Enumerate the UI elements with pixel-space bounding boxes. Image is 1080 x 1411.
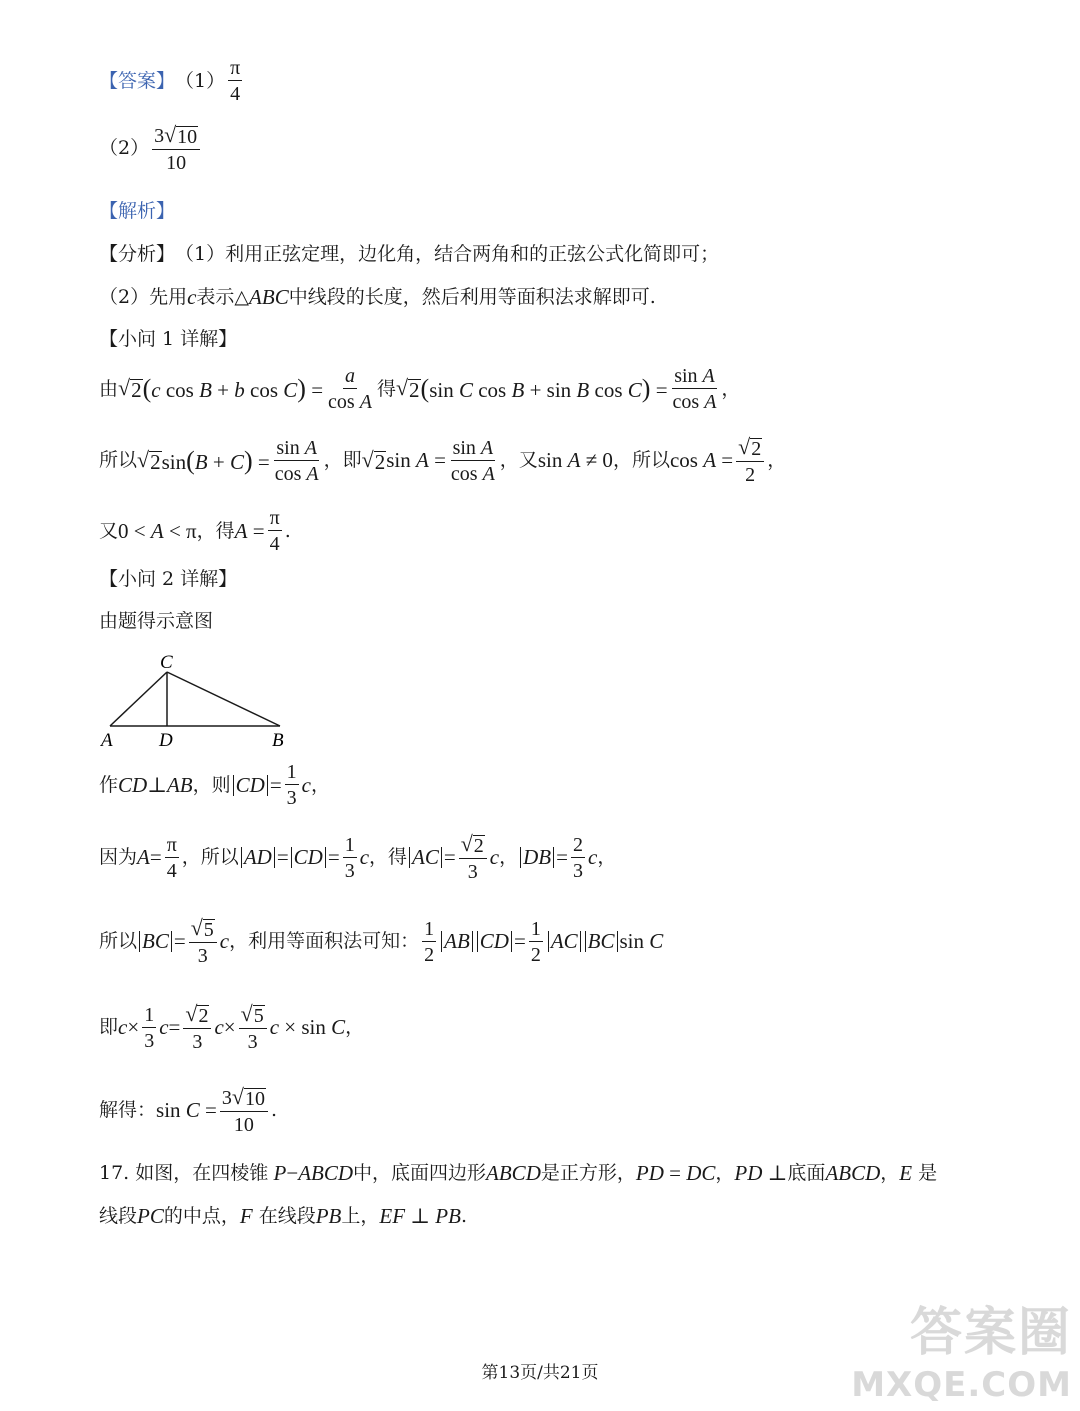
answer-part2-label: （2） [99,137,150,159]
analysis-tag: 【解析】 [99,200,176,222]
label-a: A [101,730,113,751]
q2-heading: 【小问 2 详解】 [99,568,238,590]
answer-part1-label: （1） [175,69,226,92]
q2-equation-5: 解得： sin C = 3 √ 10 10 . [99,1084,278,1136]
q1-equation-3: 又 0 < A < π ，得 A = $\frac{\pi}{4}$ . [99,507,291,555]
answer-part1-fraction: $\frac{\pi}{4}$ [230,57,241,105]
analysis-line1: 【分析】 （1）利用正弦定理，边化角，结合两角和的正弦公式化简即可； [99,243,720,265]
side-ac [110,672,167,726]
page-footer: 第13页/共21页 [481,1363,599,1383]
problem17-line2: 线段 PC 的中点， F 在线段 PB 上， EF ⊥ PB . [99,1204,467,1228]
q2-equation-2: 因为 A = $\frac{\pi}{4}$ ，所以 AD = CD = $\frac{1}{3}$ c ，得 AC = √ 2 3 c ， DB = $\frac{2}{3}$ c ， [99,831,617,883]
q2-equation-1: 作 CD ⊥ AB ，则 CD = $\frac{1}{3}$ c ， [99,761,330,809]
q1-equation-2: 所以 √ 2 sin(B + C) = $\frac{\text{sin A}}{\text{cos A}}$ ，即 √ 2 sin A = $\frac{\text{sin A}}{\text{cos A}}$ ，又 sin A ≠ 0 ，所以 cos A = √ 2 2 ， [99,434,787,486]
triangle-figure [100,652,300,752]
answer-tag: 【答案】 [99,69,176,92]
answer-part1 [99,58,245,104]
q2-equation-3: 所以 BC = √ 5 3 c ，利用等面积法可知： $\frac{1}{2}$ AB CD = $\frac{1}{2}$ AC BC sin C [99,915,664,967]
watermark-logo: 答案圈 MXQE.COM [851,1303,1072,1405]
answer-part2-fraction: 3 √ 10 10 [152,124,200,173]
side-cb [167,672,280,726]
q1-equation-1: 由 √ 2 (c cos B + b cos C) = $\frac{a}{\text{cos A}}$ 得 √ 2 (sin C cos B + sin B cos C) = $\frac{\text{sin A}}{\text{cos A}}$ ， [99,365,741,413]
q1-heading: 【小问 1 详解】 [99,328,238,350]
answer-part2 [99,124,203,173]
q2-equation-4: 即 c × $\frac{1}{3}$ c = √ 2 3 c × √ 5 3 c × sin C ， [99,1001,365,1053]
label-d: D [159,730,173,751]
q2-intro: 由题得示意图 [99,610,214,632]
problem17-line1: 17. 如图，在四棱锥 P − ABCD 中，底面四边形 ABCD 是正方形， PD = DC ， PD ⊥ 底面 ABCD ， E 是 [99,1161,938,1185]
label-c: C [160,652,173,673]
analysis-line2: （2）先用 c 表示△ ABC 中线段的长度，然后利用等面积法求解即可. [99,285,656,309]
label-b: B [272,730,284,751]
